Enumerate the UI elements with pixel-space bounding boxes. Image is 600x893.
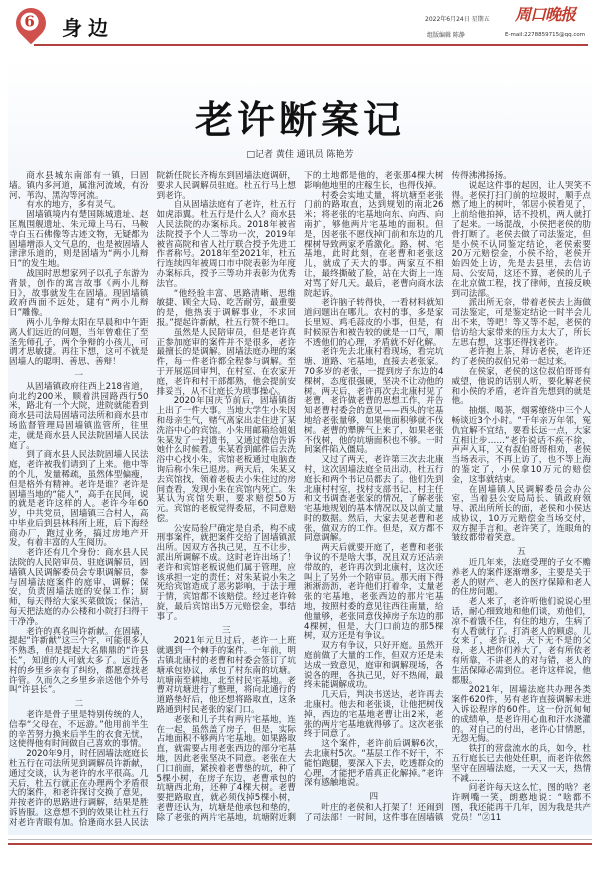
- paragraph: 老人来了，老许听他们说说心里话，耐心细致地和他们谈，劝他们，凉不着饿不住，有住的地方，生病了有人看就行了。打消老人的顾虑。儿女来了，老许说，天下无不是的父母，老人把你们养大了，老有所依老有所靠，不讲老人的对与错，老人的生活保障必需到位。老许这样说，他都服。: [451, 597, 591, 686]
- page-header: [0, 0, 600, 50]
- paragraph: 老许抱上茶，拜访老侯，老许还约了老侯的叔伯兄弟一起过来。: [451, 347, 591, 368]
- section-number: 三: [221, 625, 231, 636]
- paragraph: 老许的真名叫许新献。在固墙，提起“许新献”这三个字，可能很多人不熟悉，但是提起大名鼎鼎的“许县长”，知道的人可就太多了。远近各村的乡里乡亲有了纠纷，都愿意找老许管。久而久之乡里乡亲送他个外号叫“许县长”。: [9, 626, 149, 696]
- issue-date: 2022年6月24日 星期五: [425, 16, 490, 23]
- page-number-badge: [10, 2, 52, 44]
- paragraph: 在固墙镇人民调解委员会办公室，当着县公安局局长、镇政府领导、派出所所长的面，老侯和小侯达成协议，10万元赔偿金当场交付，双方握手言和。老许笑了，连眼角的皱纹都带着笑意。: [451, 484, 591, 544]
- layout-editor: 组版编辑 陈静: [427, 32, 465, 39]
- paragraph: 2021年元旦过后，老许一上班就遇到一个棘手的案件。一年前，明古镇北康村的老曹和村委会签订了坑塘承包协议，承包了村东南的坑塘。坑塘南至耕地，北至村民宅基地。老曹对坑塘进行了整理，将向北通行的道路垫好后，他还想将路取直，这条路通到村民老张的家门口。: [156, 636, 296, 716]
- section-number: 二: [74, 699, 84, 710]
- paragraph: 说起这件事的起因，让人哭笑不得。老侯打扫门前的垃圾时，顺手点燃了地上的树叶，邻居小侯看见了，上前给他拍掉，话不投机，两人就打了起来。一场混战，小侯把老侯的肋骨打断了。老侯去做了司法鉴定，但是小侯不认同鉴定结论，老侯索要20万元赔偿金，小侯不给，老侯开始四处上访，先是去县里，去信访局、公安局，这还不算，老侯的儿子在北京做工程，找了律师，直接反映到司法部。: [451, 180, 591, 299]
- paragraph: 老许还有几个身份：商水县人民法院的人民陪审员、驻庭调解员，固墙镇人民调解委员会专职调解员，参与固墙法庭案件的庭审、调解；保安，负责固墙法庭的安保工作；厨师，每天得给大家买菜做饭；保洁，每天把法庭的办公楼和小院打扫得干干净净。: [9, 548, 149, 627]
- footer-divider-thin: [8, 839, 592, 840]
- paragraph: 固墙镇境内有楚国陈城遗址、赵匡胤围舰遗址、朱元璋上马石、马鞍寺白玉石佛像等古迹文物，无疑都为固墙增添人文气息的，也是被固墙人津津乐道的，则是固墙为“两小儿辩日”的发生地。: [9, 210, 149, 270]
- footer-divider: [8, 843, 592, 845]
- paragraph: 在侯家，老侯的这位叔伯哥哥有威望，他说的话别人听，要化解老侯和小侯的矛盾，老许首先想到的就是他。: [451, 366, 591, 407]
- paragraph: 抽烟、喝茶，烟雾缭绕中三个人畅谈近3个小时。“千年亲万年邻，冤仇宜解不宜结，要看长远一点，大家互相让步……”老许说话不疾不徐，声声入耳，又有叔伯哥哥相劝，老侯当场表示，不再上访了，也不等上海的鉴定了，小侯拿10万元的赔偿金，这事就结束。: [451, 406, 591, 485]
- paragraph: 到了商水县人民法院固墙人民法庭，老许被我们请到了上来。他中等的个儿，发量稀疏，虽然体型偏瘦，但是格外有精神。老许是谁？老许是固墙当地的“能人”，高手在民间，说的就是老许这样的人。老许今年60岁，中共党员，固墙镇三合村人，高中毕业后到县林科所上班，后下海经商办厂，跑过业务，搞过房地产开发，有着丰富的人生阅历。: [9, 450, 149, 549]
- article-body: [9, 172, 591, 829]
- paragraph: 虽然是人民陪审员，但是老许真正参加庭审的案件并不是很多，老许最擅长的是调解。固墙法庭办理的案件，每一件老许都全程参与调解。至于开展巡回审判，在村室、在农家开庭，老许和村干部都熟，他会提前安排妥当，从不让庭长为琐事操心。: [156, 327, 296, 397]
- paragraph: 叶庄的老侯和人打架了！还闹到了司法部！一时间，这件事在固墙镇传得沸沸扬扬。: [304, 171, 512, 823]
- paragraph: 有水的地方，多有灵气。: [26, 200, 121, 211]
- paragraph: 战国时思想家列子以孔子东游为背景，创作的寓言故事《两小儿辩日》，故事就发生在固墙。现固墙镇政府西面不远处，建有“两小儿辩日”雕像。: [9, 268, 149, 319]
- section-number: 一: [74, 370, 84, 381]
- paragraph: 老张和儿子共有两片宅基地，连在一起，虽然盖了房子，但是，实际占地面积不够两片宅基地。如果路取直，就需要占用老张西边的部分宅基地，因此老张坚决不同意。老张在大门口前面，紧挨着老曹垫的坑，种了5棵小树，在房子东边，老曹承包的坑塘西北角，还种了4棵大树。老曹要把路取直，就必须伐掉5棵小树，老曹还认为，坑塘是他承包和垫的，除了老张的两片宅基地，坑塘附近剩下的土地都是他的，老张那4棵大树影响他地里的庄稼生长，也得伐掉。: [156, 171, 444, 823]
- page-number: 6: [21, 13, 39, 31]
- paragraph: 又过了两天，老许第三次去北康村，这次固墙法庭全员出动，杜五行庭长和两个书记员都去了。他们先到北康村村室，找村支部书记、村主任和文书调查老张家的情况，了解老张宅基地规划的基本情况以及以前丈量时的数据。然后，大家去见老曹和老张，做双方的工作。但是，双方都不同意调解。: [304, 455, 444, 544]
- paragraph: “他经验丰富、思路清晰、思维敏捷、顾全大局、吃苦耐劳，最重要的是，他热衷于调解事业，不求回报。”提起许新献，杜五行赞不绝口。: [156, 288, 296, 328]
- paragraph: 老许脑子转得快，一看材料就知道问题出在哪儿。农村的事，多是家长里短、鸡毛蒜皮的小事，但是，有时候原告和被告较的就是一口气，顺不透他们的心理，矛盾就不好化解。: [304, 298, 444, 348]
- paragraph: 这个案件，老许前后调解6次，去北康村5次。“基层工作不好干，不能怕跑腿，要深入下去，吃透群众的心理，才能把矛盾真正化解掉。”老许深有感触地说。: [304, 739, 444, 789]
- paragraph: 自从固墙法庭有了老许，杜五行如虎添翼。杜五行是什么人？商水县人民法院的办案标兵。2018年被省法院授予个人二等功一次，2019年被省高院和省人社厅联合授予先进工作者称号。2018年至2021年，杜五行连续四年被周口市中院表彰为年度办案标兵，授予三等功并表彰为优秀法官。: [156, 200, 296, 289]
- paragraph: 商水县城东南部有一镇，曰固墙。镇内多河道，属淮河流域，有汾河、苇沟、黑沟等河流。: [9, 171, 149, 201]
- paragraph: 从固墙镇政府往西上218省道，向北约200米，顺着洪园路西行50米，路北有一个大院，进院就能看到商水县司法局固墙司法所和商水县市场监督管理局固墙镇监管所，往里走，就是商水县人民法院固墙人民法庭了。: [9, 381, 149, 451]
- paragraph: 公安局验尸确定是自杀，构不成刑事案件，就把案件交给了固墙镇派出所。因双方各执己见，互不让步，派出所调解不成。这时老许出场了！老许和宾馆老板说他们属于管理，应该承担一定的责任；对朱某说小朱之死给宾馆造成了恶劣影响，于法于理于情，宾馆都不该赔偿。经过老许斡旋，最后宾馆出5万元赔偿金，事结事了。: [156, 523, 296, 622]
- newspaper-logo: 周口晚报: [515, 5, 576, 24]
- paragraph: 问老许每天这么忙，图的啥？老许咧嘴一笑，朗憨地说：“啥都不图，我还能再干几年，因为我是共产党员！”Ⓩ11: [451, 783, 591, 823]
- paragraph: 两天后就要开庭了，老曹和老张争议的不是啥大事，况且双方还沾亲带故的，老许再次到北康村，这次还叫上了另外一个陪审员。那天雨下得淅淅沥沥，老许他们打着伞，丈量老张的宅基地，老张西边的那片宅基地，按照村委的意见往西往南量，给他量够，老张同意伐掉房子东边的那4棵树，但是，大门口前边的那5棵树，双方还是有争议。: [304, 543, 444, 642]
- header-divider: [34, 44, 588, 46]
- paragraph: 2021年，固墙法庭共办理各类案件620件，另有老许直接调解未进入诉讼程序的60件。这一份沉甸甸的成绩单，是老许用心血和汗水浇灌的。对自己的付出，老许心甘情愿，无怨无悔。: [451, 685, 591, 745]
- section-number: 五: [516, 547, 526, 558]
- contact-email: E-mail:2278859715@qq.com: [505, 32, 586, 38]
- paragraph: 老许先去北康村看现场，看完坑塘、道路、宅基地，直接去老张家。70多岁的老张，一提到房子东边的4棵树，态度很强硬，坚决不让动他的树。两天后，老许再次去北康村见了老曹，老许做老曹的思想工作，并告知老曹村委会的意见——西头的宅基地给老张量够，如果他面积够就不伐树。老曹的犟脾气上来了，如果老张不伐树，他的坑塘面积也不够。一时间案件陷入僵局。: [304, 347, 444, 456]
- paragraph: 老许是骨子里是特别传统的人，信奉“父母在，不远游。”他用前半生的辛苦努力换来后半生的衣食无忧，这使得他有时间做自己喜欢的事情。: [9, 710, 149, 750]
- section-title: 身边: [62, 16, 114, 40]
- paragraph: 铁打的营盘流水的兵，如今，杜五行庭长已去他处任职，而老许依然坚守在固墙法庭，一天又一天，热情不减……: [451, 744, 591, 784]
- paragraph: 2020年国庆节前后，固墙镇街上出了一件大事。当地大学生小朱因和母亲生气，赌气离家出走住进了某洗浴中心的宾馆。小朱用邮箱给姐姐朱某发了一封遗书，又通过微信告诉她什么时候看。朱某看到邮件后去洗浴中心找小朱，宾馆老板通过电脑查询后称小朱已退房。两天后，朱某又去宾馆找，领着老板去小朱住过的房间查看，发现小朱在宾馆内死亡。朱某认为宾馆失职，要求赔偿50万元。宾馆的老板觉得委屈，不同意赔偿。: [156, 396, 296, 524]
- paragraph: 近几年来，法庭受理的子女不赡养老人的案件逐渐增多，主要是关于老人的财产、老人的医疗保障和老人的住房问题。: [451, 558, 591, 598]
- article-title: 老许断案记: [194, 97, 405, 142]
- paragraph: 村委会实地丈量，将坑塘至老张门前的路取直，达到规划的南北26米；将老张的宅基地向东、向西、向南扩，够他两片宅基地的面积。但是，因老张不愿伐掉门前和东边的几棵树导致两家矛盾激化。路、树、宅基地，此时此刻，在老曹和老张这儿，就成了天大的事。两家互不相让，最终撕破了脸，站在大街上一连对骂了好几天。最后，老曹向商水法院起诉。: [304, 190, 444, 299]
- article-byline: □记者 黄佳 通讯员 陈艳芳: [246, 150, 354, 160]
- paragraph: 几天后，判决书送达，老许再去北康村。他去和老张谈，让他把树伐掉，西边的宅基地老曹让出2米，老张的两片宅基地就得够了。这次老张终于同意了。: [304, 690, 444, 740]
- section-number: 四: [369, 792, 379, 803]
- paragraph: 两小儿争辩太阳在早晨和中午距离人们远近的问题，当年曾难住了至圣先师孔子，两个争辩的小孩儿，可谓才思敏捷。再往下想，这可不就是固墙人的聪明、善思、善辩！: [9, 317, 149, 368]
- paragraph: 2020年9月，时任固墙法庭庭长杜五行在司法所见到调解员许新献，通过交谈，认为老许的水平很高。几天后，杜五行就正在办理两个矛盾很大的案件，和老许探讨交换了意见，并按老许的思路进行调解，结果是胜诉皆服。这意想不到的效果让杜五行对老许青眼有加。恰逢商水县人民法院新任院长齐梅东到固墙法庭调研，要求人民调解员驻庭。杜五行马上想到老许。: [9, 171, 296, 828]
- paragraph: 双方有争议，只好开庭。虽然开庭前做了大量的工作，但双方还是未达成一致意见，庭审和调解现场，各说各的理，各执己见，好不热闹，最终未能调解成功。: [304, 641, 444, 691]
- paragraph: 派出所无奈，带着老侯去上海做司法鉴定，可是鉴定结论一时半会儿出不来，等吧！等又等不起，老侯的信访给大家带来的压力太大了，所长左思右想，这事还得找老许。: [451, 298, 591, 348]
